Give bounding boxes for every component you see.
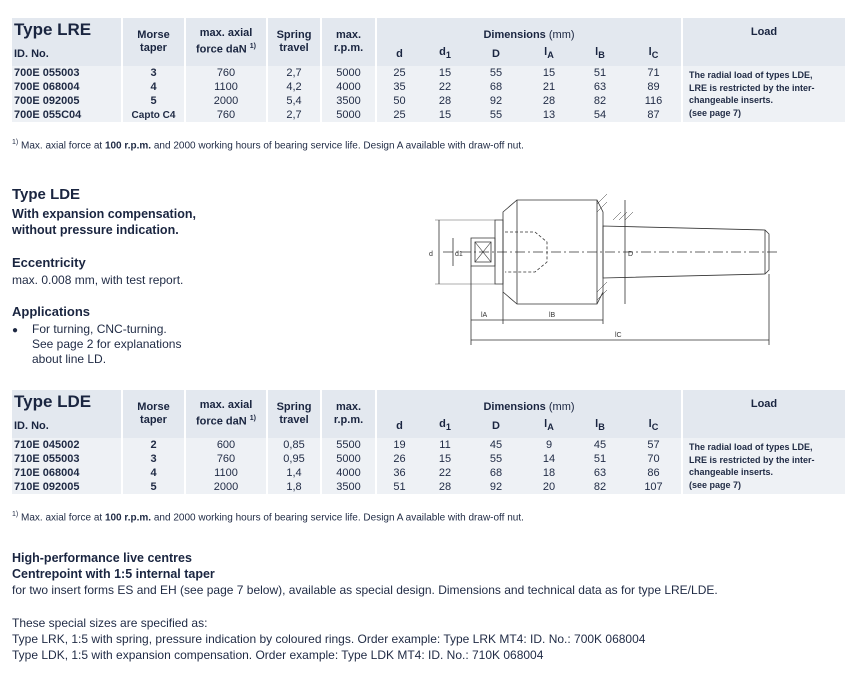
cell-d1: 15 xyxy=(422,452,468,466)
cell-morse: 3 xyxy=(122,452,185,466)
cell-lB: 54 xyxy=(574,108,626,122)
id-no-label: ID. No. xyxy=(14,48,49,60)
id-number: 710E 055003 xyxy=(12,452,122,466)
cell-spring: 0,85 xyxy=(267,438,321,452)
lre-title: Type LRE xyxy=(14,20,92,39)
cell-D: 55 xyxy=(468,108,524,122)
cell-d1: 28 xyxy=(422,480,468,494)
cell-D: 68 xyxy=(468,80,524,94)
cell-lC: 87 xyxy=(626,108,682,122)
cell-lB: 82 xyxy=(574,480,626,494)
cell-axial: 1100 xyxy=(185,466,267,480)
cell-d: 50 xyxy=(376,94,422,108)
hp-line3: Type LRK, 1:5 with spring, pressure indication by coloured rings. Order example: Type LRK MT4: ID. No.: 700K 068004 xyxy=(12,632,646,646)
cell-lC: 71 xyxy=(626,66,682,80)
id-number: 710E 068004 xyxy=(12,466,122,480)
cell-morse: Capto C4 xyxy=(122,108,185,122)
cell-morse: 4 xyxy=(122,466,185,480)
cell-lB: 82 xyxy=(574,94,626,108)
cell-spring: 5,4 xyxy=(267,94,321,108)
bullet-icon: ● xyxy=(12,325,19,336)
lde-footnote: $^{1)}$ Max. axial force at 100 r.p.m. and 2000 working hours of bearing service life. Design A available with draw-off nut. xyxy=(12,511,524,524)
col-D: D xyxy=(468,42,524,66)
id-number: 710E 092005 xyxy=(12,480,122,494)
cell-d1: 15 xyxy=(422,108,468,122)
cell-rpm: 4000 xyxy=(321,80,376,94)
cell-D: 92 xyxy=(468,94,524,108)
cell-lB: 45 xyxy=(574,438,626,452)
cell-D: 55 xyxy=(468,452,524,466)
cell-spring: 0,95 xyxy=(267,452,321,466)
cell-axial: 760 xyxy=(185,452,267,466)
id-number: 700E 055C04 xyxy=(12,108,122,122)
hp-title: High-performance live centres Centrepoint with 1:5 internal taper xyxy=(12,551,215,581)
morse-header: Morse taper xyxy=(122,18,185,66)
cell-lB: 51 xyxy=(574,66,626,80)
table-row xyxy=(12,438,845,452)
cell-morse: 3 xyxy=(122,66,185,80)
cell-d: 26 xyxy=(376,452,422,466)
col-lB: $l_B$ xyxy=(574,42,626,66)
cell-rpm: 3500 xyxy=(321,480,376,494)
cell-lA: 9 xyxy=(524,438,574,452)
cell-morse: 2 xyxy=(122,438,185,452)
lde-section-title: Type LDE xyxy=(12,186,81,203)
cell-lC: 57 xyxy=(626,438,682,452)
eccentricity-title: Eccentricity xyxy=(12,255,86,270)
cell-rpm: 5000 xyxy=(321,108,376,122)
cell-D: 68 xyxy=(468,466,524,480)
cell-lC: 89 xyxy=(626,80,682,94)
cell-lB: 51 xyxy=(574,452,626,466)
col-lA: $l_A$ xyxy=(524,42,574,66)
cell-spring: 4,2 xyxy=(267,80,321,94)
cell-axial: 760 xyxy=(185,108,267,122)
label-lB: lB xyxy=(549,312,556,319)
cell-d1: 15 xyxy=(422,66,468,80)
cell-D: 45 xyxy=(468,438,524,452)
cell-axial: 760 xyxy=(185,66,267,80)
cell-d1: 11 xyxy=(422,438,468,452)
load-note: The radial load of types LDE, LRE is restricted by the inter- changeable inserts. (see page 7) xyxy=(682,438,845,494)
lre-table xyxy=(12,18,845,122)
label-d: d xyxy=(429,251,433,258)
lde-title: Type LDE xyxy=(14,392,92,411)
cell-axial: 2000 xyxy=(185,94,267,108)
cell-rpm: 5000 xyxy=(321,452,376,466)
cell-morse: 4 xyxy=(122,80,185,94)
live-centre-drawing xyxy=(425,190,780,355)
cell-spring: 2,7 xyxy=(267,66,321,80)
label-lC: lC xyxy=(615,332,622,339)
applications-title: Applications xyxy=(12,304,91,319)
cell-lA: 15 xyxy=(524,66,574,80)
axial-header: max. axial force daN $^{1)}$ xyxy=(185,18,267,66)
col-d: d xyxy=(376,42,422,66)
col-d1: $d_1$ xyxy=(422,42,468,66)
cell-rpm: 4000 xyxy=(321,466,376,480)
cell-D: 55 xyxy=(468,66,524,80)
id-number: 700E 055003 xyxy=(12,66,122,80)
cell-d: 25 xyxy=(376,66,422,80)
cell-rpm: 5000 xyxy=(321,66,376,80)
cell-rpm: 5500 xyxy=(321,438,376,452)
cell-lC: 70 xyxy=(626,452,682,466)
cell-d: 35 xyxy=(376,80,422,94)
rpm-header: max. r.p.m. xyxy=(321,18,376,66)
eccentricity-text: max. 0.008 mm, with test report. xyxy=(12,273,184,287)
cell-lA: 21 xyxy=(524,80,574,94)
cell-d: 51 xyxy=(376,480,422,494)
id-number: 700E 068004 xyxy=(12,80,122,94)
cell-lA: 14 xyxy=(524,452,574,466)
lde-table: Type LDE Morse taper max. axial force daN $^{1)}$ Spring travel max. r.p.m. Dimensions (mm) Load ID. No. d $d_1$ D $l_A$ $l_B$ $l_C$ 710E 045002 2 600 0,85 5500 19 11 45 9 45 57 The radial load of types LDE, LRE is restricted by the inter- changeable inserts. (see page 7) 710E 055003 3 760 0,95 5000 26 15 55 14 51 70 710E 068004 4 1100 1,4 4000 36 22 68 18 63 86 710E 092005 5 2000 1,8 3500 51 28 92 20 82 107 xyxy=(12,390,845,494)
load-note: The radial load of types LDE, LRE is restricted by the inter- changeable inserts. (see page 7) xyxy=(682,66,845,122)
applications-list: ● For turning, CNC-turning. See page 2 for explanations about line LD. xyxy=(12,322,182,366)
label-d1: d1 xyxy=(455,251,463,258)
cell-lC: 86 xyxy=(626,466,682,480)
cell-spring: 2,7 xyxy=(267,108,321,122)
cell-D: 92 xyxy=(468,480,524,494)
lde-subtitle: With expansion compensation, without pressure indication. xyxy=(12,207,196,237)
cell-d1: 28 xyxy=(422,94,468,108)
id-number: 710E 045002 xyxy=(12,438,122,452)
hp-line2: These special sizes are specified as: xyxy=(12,616,208,630)
cell-lC: 116 xyxy=(626,94,682,108)
cell-lB: 63 xyxy=(574,80,626,94)
cell-lC: 107 xyxy=(626,480,682,494)
cell-axial: 600 xyxy=(185,438,267,452)
id-number: 700E 092005 xyxy=(12,94,122,108)
label-lA: lA xyxy=(481,312,488,319)
cell-spring: 1,4 xyxy=(267,466,321,480)
lre-footnote: $^{1)}$ Max. axial force at 100 r.p.m. and 2000 working hours of bearing service life. Design A available with draw-off nut. xyxy=(12,139,524,152)
cell-d: 25 xyxy=(376,108,422,122)
label-D: D xyxy=(628,251,634,258)
cell-rpm: 3500 xyxy=(321,94,376,108)
cell-lB: 63 xyxy=(574,466,626,480)
hp-line4: Type LDK, 1:5 with expansion compensation. Order example: Type LDK MT4: ID. No.: 710K 068004 xyxy=(12,648,544,662)
cell-d: 36 xyxy=(376,466,422,480)
cell-lA: 18 xyxy=(524,466,574,480)
cell-d1: 22 xyxy=(422,80,468,94)
dimensions-header: Dimensions (mm) xyxy=(376,18,682,42)
spring-header: Spring travel xyxy=(267,18,321,66)
col-lC: $l_C$ xyxy=(626,42,682,66)
table-row xyxy=(12,66,845,80)
cell-spring: 1,8 xyxy=(267,480,321,494)
cell-d: 19 xyxy=(376,438,422,452)
cell-axial: 2000 xyxy=(185,480,267,494)
cell-d1: 22 xyxy=(422,466,468,480)
cell-lA: 28 xyxy=(524,94,574,108)
cell-lA: 13 xyxy=(524,108,574,122)
hp-line1: for two insert forms ES and EH (see page 7 below), available as special design. Dimensions and technical data as for type LRE/LDE. xyxy=(12,583,718,597)
load-header: Load xyxy=(682,18,845,66)
cell-morse: 5 xyxy=(122,480,185,494)
cell-morse: 5 xyxy=(122,94,185,108)
cell-lA: 20 xyxy=(524,480,574,494)
cell-axial: 1100 xyxy=(185,80,267,94)
